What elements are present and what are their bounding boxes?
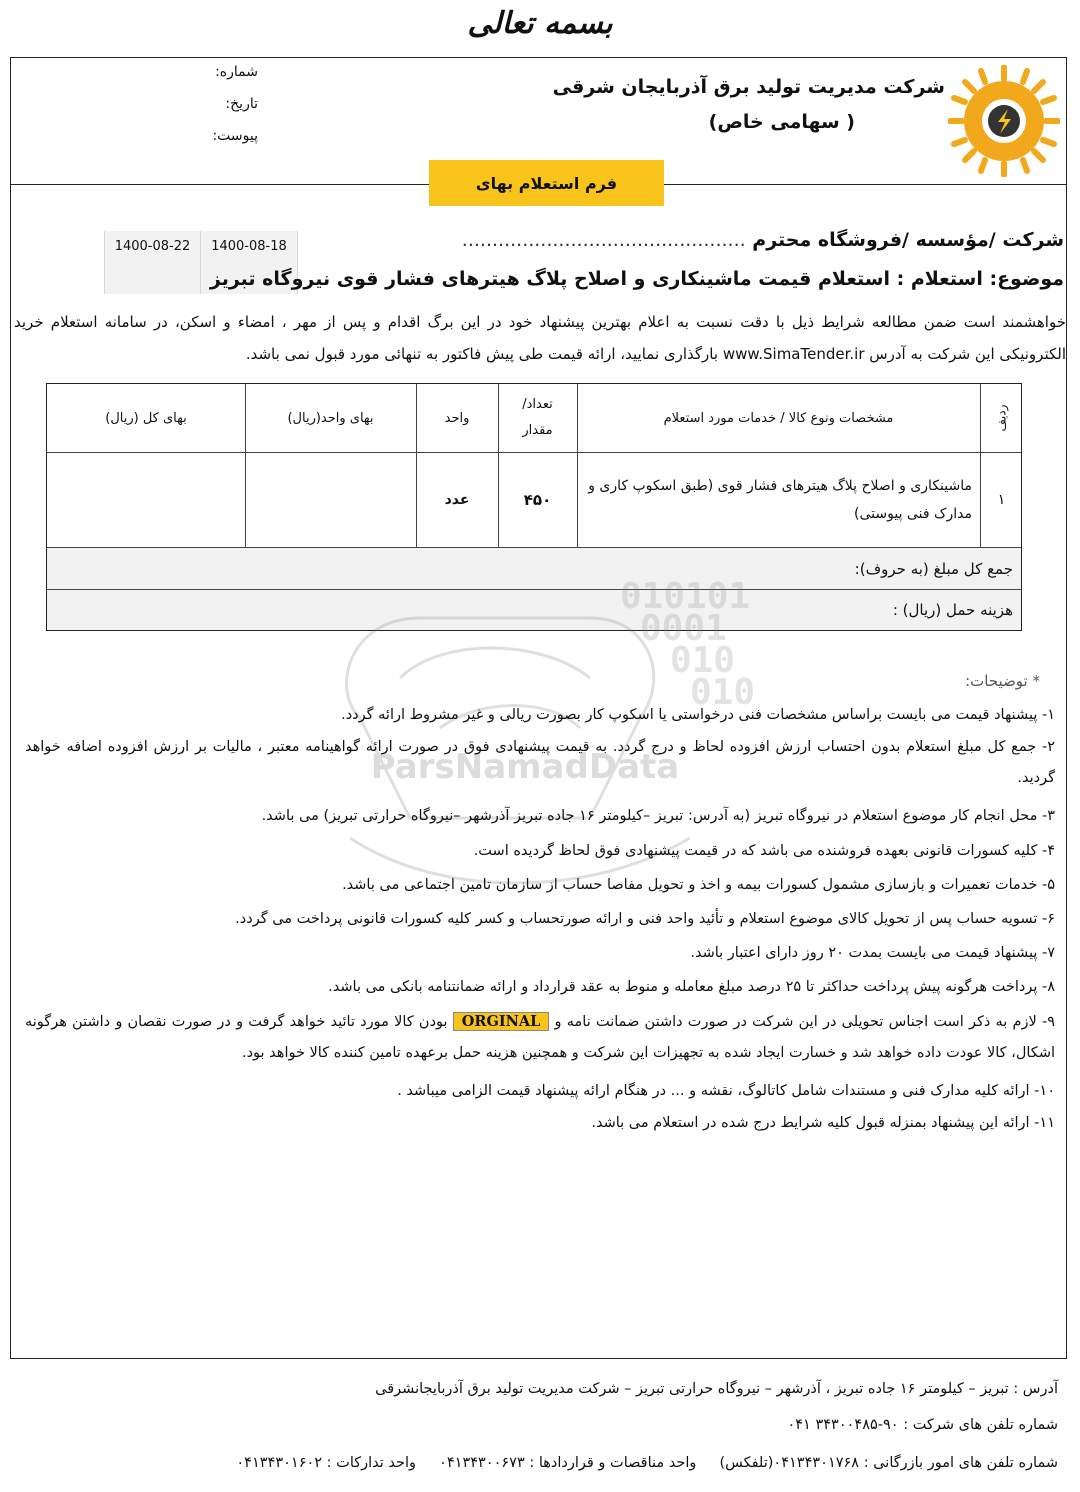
header-row-no-text: ردیف [994, 404, 1009, 432]
header-unit: واحد [444, 410, 470, 426]
intro-paragraph: خواهشمند است ضمن مطالعه شرایط ذیل با دقت نسبت به اعلام بهترین پیشنهاد خود در این برگ اقدام و پس از مهر ، امضاء و اسکن، در سامانه استعلام خرید الکترونیکی این شرکت به آدرس www.SimaTender.ir بارگذاری نمایید، ارائه قیمت طی پیش فاکتور به تنهائی مورد قبول نمی باشد. [14, 313, 1066, 363]
row-unit-price [245, 452, 416, 547]
header-total-price: بهای کل (ریال) [105, 410, 187, 426]
addressee-label: شرکت /مؤسسه /فروشگاه محترم [752, 229, 1064, 251]
header-quantity [498, 384, 577, 452]
items-table [46, 383, 1022, 631]
total-in-words-row [47, 548, 1021, 589]
note-item: ۱۰- ارائه کلیه مدارک فنی و مستندات شامل کاتالوگ، نقشه و ... در هنگام ارائه پیشنهاد قیمت الزامی میباشد . [397, 1083, 1055, 1099]
note-item: ۱۱- ارائه این پیشنهاد بمنزله قبول کلیه شرایط درج شده در استعلام می باشد. [591, 1115, 1055, 1131]
date-label: تاریخ: [225, 96, 258, 112]
row-quantity: ۴۵۰ [523, 490, 552, 509]
footer-commercial-phones: شماره تلفن های امور بازرگانی : ۰۴۱۳۴۳۰۱۷۶۸(تلفکس) واحد مناقصات و قراردادها : ۰۴۱۳۴۳۰۰۶۷۳ واحد تدارکات : ۰۴۱۳۴۳۰۱۶۰۲ [236, 1455, 1058, 1471]
svg-text:010: 010 [690, 672, 756, 713]
date-box-end [104, 231, 201, 294]
row-unit: عدد [444, 491, 470, 508]
note-item: ۵- خدمات تعمیرات و بازسازی مشمول کسورات بیمه و اخذ و تحویل مفاصا حساب از سازمان تامین اجتماعی می باشد. [342, 877, 1055, 893]
svg-text:010: 010 [670, 640, 736, 681]
header-quantity-line1: تعداد/ [522, 397, 553, 412]
footer-address: آدرس : تبریز – کیلومتر ۱۶ جاده تبریز ، آذرشهر – نیروگاه حرارتی تبریز – شرکت مدیریت تولید برق آذربایجانشرقی [375, 1381, 1058, 1397]
company-logo-icon [948, 65, 1060, 177]
addressee-dots: ............................................... [461, 229, 746, 251]
start-date: 1400-08-18 [211, 239, 287, 254]
watermark-brand: ParsNamadData [370, 747, 680, 787]
note-9-after: بودن کالا مورد تائید خواهد گرفت و در صورت نقصان و داشتن هرگونه اشکال، کالا عودت داده خواهد شد و خسارت ایجاد شده به تجهیزات این شرکت و همچنین هزینه حمل برعهده تامین کننده کالا خواهد بود. [25, 1014, 1055, 1061]
attachment-label: پیوست: [212, 128, 258, 144]
row-total-price [47, 452, 245, 547]
original-badge: ORGINAL [453, 1012, 550, 1031]
footer-company-phones: شماره تلفن های شرکت : ۹۰-۳۴۳۰۰۴۸۵ ۰۴۱ [787, 1417, 1058, 1433]
note-item: ۶- تسویه حساب پس از تحویل کالای موضوع استعلام و تأئید واحد فنی و ارائه صورتحساب و کسر کلیه کسورات قانونی پرداخت می گردد. [235, 911, 1055, 927]
note-item: ۷- پیشنهاد قیمت می بایست بمدت ۲۰ روز دارای اعتبار باشد. [690, 945, 1055, 961]
transport-cost-row [47, 590, 1021, 630]
total-in-words-label: جمع کل مبلغ (به حروف): [854, 559, 1013, 578]
note-item-9 [25, 1006, 1055, 1069]
header-row-no [980, 384, 1023, 452]
header-description: مشخصات ونوع کالا / خدمات مورد استعلام [663, 410, 894, 426]
svg-text:010101: 010101 [620, 578, 751, 617]
transport-cost-label: هزینه حمل (ریال) : [892, 601, 1013, 619]
bismillah: بسمه تعالی [467, 6, 613, 41]
addressee-line [462, 229, 1064, 251]
note-item: ۸- پرداخت هرگونه پیش پرداخت حداکثر تا ۲۵ درصد مبلغ معامله و منوط به عقد قرارداد و ارائه ضمانتنامه بانکی می باشد. [328, 979, 1055, 995]
header-unit-price: بهای واحد(ریال) [287, 410, 374, 426]
company-type: ( سهامی خاص) [708, 111, 855, 133]
row-description: ماشینکاری و اصلاح پلاگ هیترهای فشار قوی (طبق اسکوپ کاری و مدارک فنی پیوستی) [588, 477, 972, 522]
note-item: ۱- پیشنهاد قیمت می بایست براساس مشخصات فنی درخواستی یا اسکوپ کار بصورت ریالی و غیر مشروط ارائه گردد. [341, 707, 1055, 723]
subject-line: موضوع: استعلام : استعلام قیمت ماشینکاری و اصلاح پلاگ هیترهای فشار قوی نیروگاه تبریز [209, 268, 1064, 290]
company-name: شرکت مدیریت تولید برق آذربایجان شرقی [552, 76, 945, 98]
note-item: ۲- جمع کل مبلغ استعلام بدون احتساب ارزش افزوده لحاظ و درج گردد. به قیمت پیشنهادی فوق در صورت ارائه گواهینامه معتبر ، مالیات بر ارزش افزوده اضافه خواهد گردید. [25, 739, 1055, 786]
end-date: 1400-08-22 [114, 239, 191, 254]
number-label: شماره: [215, 64, 258, 80]
svg-text:0001: 0001 [640, 608, 727, 649]
header-quantity-line2: مقدار [522, 423, 553, 438]
row-number: ۱ [997, 491, 1006, 508]
note-item: ۴- کلیه کسورات قانونی بعهده فروشنده می باشد که در قیمت پیشنهادی فوق لحاظ گردیده است. [473, 843, 1055, 859]
form-title: فرم استعلام بهای [429, 160, 664, 206]
notes-title: * توضیحات: [965, 672, 1040, 690]
note-9-before: ۹- لازم به ذکر است اجناس تحویلی در این شرکت در صورت داشتن ضمانت نامه و [554, 1014, 1056, 1030]
note-item: ۳- محل انجام کار موضوع استعلام در نیروگاه تبریز (به آدرس: تبریز –کیلومتر ۱۶ جاده تبریز آذرشهر –نیروگاه حرارتی تبریز) می باشد. [261, 808, 1055, 824]
